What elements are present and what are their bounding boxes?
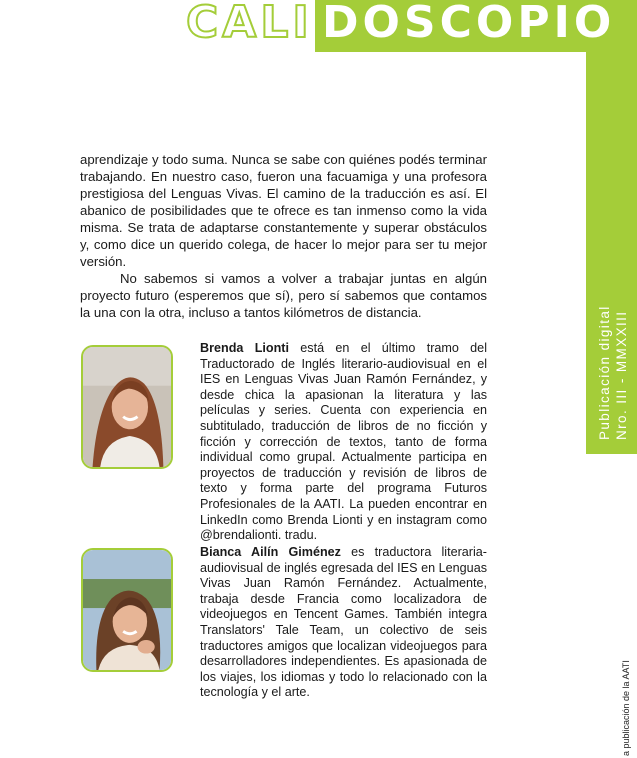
side-label-line1: Publicación digital — [597, 305, 612, 440]
footer-vertical-note: a publicación de la AATI — [621, 660, 631, 756]
brand-filled-text: DOSCOPIO — [322, 0, 616, 48]
article-paragraph: aprendizaje y todo suma. Nunca se sabe con quiénes podés terminar trabajando. En nuestro caso, fueron una facuamiga y una profesora prestigiosa del Lenguas Vivas. El camino de la traducción es así. El abanico de posibilidades que te ofrece es tan inmenso como la vida misma. Se trata de adaptarse constantemente y superar obstáculos y, como dice un querido colega, de hacer lo mejor para ser tu mejor versión. — [80, 152, 487, 269]
portrait-image — [83, 347, 171, 467]
side-label-line2: Nro. III - MMXXIII — [614, 310, 629, 440]
portrait-image — [83, 550, 171, 670]
article-paragraph: No sabemos si vamos a volver a trabajar juntas en algún proyecto futuro (esperemos que sí), pero sí sabemos que contamos la una con la otra, incluso a tantos kilómetros de distancia. — [80, 271, 487, 320]
side-publication-label — [596, 305, 630, 440]
author-name: Bianca Ailín Giménez — [200, 545, 341, 559]
article-body — [80, 151, 487, 321]
brand-outline-text: CALI — [186, 0, 313, 48]
magazine-header — [0, 0, 637, 52]
author-bio-brenda — [200, 341, 487, 544]
author-photo-bianca — [81, 548, 173, 672]
author-bio-text: está en el último tramo del Traductorado de Inglés literario-audiovisual en el IES en Lenguas Vivas Juan Ramón Fernández, y desde chica la apasionan la literatura y las películas y series. Cuenta con experiencia en subtitulado, traducción de libros de no ficción y ficción y corrección de textos, tanto de forma individual como grupal. Actualmente participa en proyectos de traducción y revisión de libros de texto y forma parte del programa Futuros Profesionales de la AATI. La pueden encontrar en LinkedIn como Brenda Lionti y en instagram como @brendalionti. tradu. — [200, 341, 487, 543]
author-bio-bianca — [200, 545, 487, 701]
author-bio-text: es traductora literaria-audiovisual de inglés egresada del IES en Lenguas Vivas Juan Ramón Fernández. Actualmente, trabaja desde Francia como localizadora de videojuegos en Tencent Games. También integra Translators' Tale Team, un colectivo de seis traductores amigos que localizan videojuegos para desarrolladores independientes. Es apasionada de los viajes, los idiomas y todo lo relacionado con la tecnología y el arte. — [200, 545, 487, 700]
author-photo-brenda — [81, 345, 173, 469]
author-name: Brenda Lionti — [200, 341, 289, 355]
